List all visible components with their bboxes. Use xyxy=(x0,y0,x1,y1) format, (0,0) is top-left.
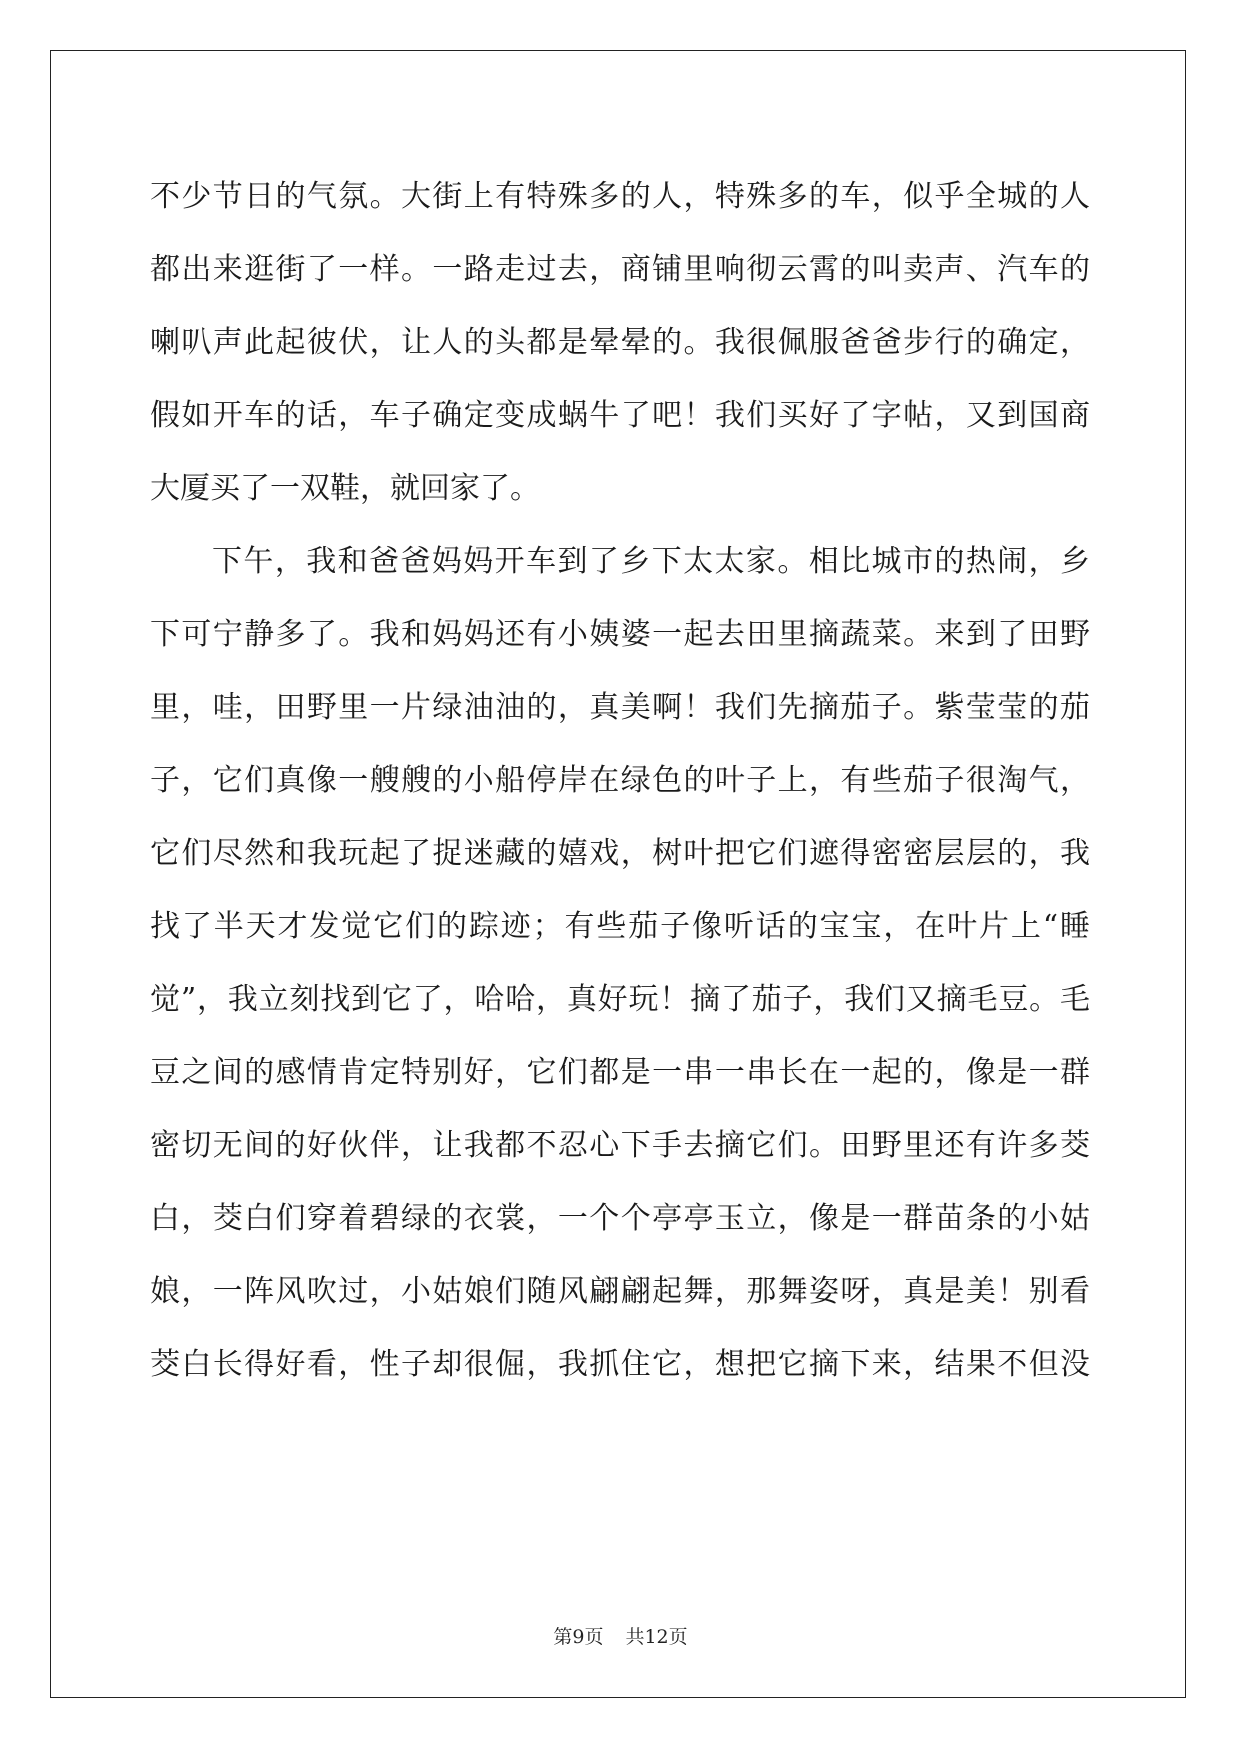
text-line: 不少节日的气氛。大街上有特殊多的人，特殊多的车，似乎全城的人 xyxy=(150,179,1090,214)
text-line: 子，它们真像一艘艘的小船停岸在绿色的叶子上，有些茄子很淘气， xyxy=(150,763,1090,798)
text-line: 茭白长得好看，性子却很倔，我抓住它，想把它摘下来，结果不但没 xyxy=(150,1347,1090,1382)
text-line: 找了半天才发觉它们的踪迹；有些茄子像听话的宝宝，在叶片上“睡 xyxy=(150,909,1090,944)
page-footer xyxy=(0,1622,1241,1649)
text-line: 假如开车的话，车子确定变成蜗牛了吧！我们买好了字帖，又到国商 xyxy=(150,398,1090,433)
text-line: 下可宁静多了。我和妈妈还有小姨婆一起去田里摘蔬菜。来到了田野 xyxy=(150,617,1090,652)
text-line: 里，哇，田野里一片绿油油的，真美啊！我们先摘茄子。紫莹莹的茄 xyxy=(150,690,1090,725)
text-line: 喇叭声此起彼伏，让人的头都是晕晕的。我很佩服爸爸步行的确定， xyxy=(150,325,1090,360)
text-line: 都出来逛街了一样。一路走过去，商铺里响彻云霄的叫卖声、汽车的 xyxy=(150,252,1090,287)
text-line: 下午，我和爸爸妈妈开车到了乡下太太家。相比城市的热闹，乡 xyxy=(212,544,1090,579)
text-line: 豆之间的感情肯定特别好，它们都是一串一串长在一起的，像是一群 xyxy=(150,1055,1090,1090)
text-line: 白，茭白们穿着碧绿的衣裳，一个个亭亭玉立，像是一群苗条的小姑 xyxy=(150,1201,1090,1236)
text-line: 娘，一阵风吹过，小姑娘们随风翩翩起舞，那舞姿呀，真是美！别看 xyxy=(150,1274,1090,1309)
page-number: 第9页 xyxy=(553,1626,604,1648)
text-line: 大厦买了一双鞋，就回家了。 xyxy=(150,471,540,506)
page-total: 共12页 xyxy=(625,1626,688,1648)
body-text xyxy=(150,160,1090,1401)
text-line: 它们尽然和我玩起了捉迷藏的嬉戏，树叶把它们遮得密密层层的，我 xyxy=(150,836,1090,871)
text-line: 觉”，我立刻找到它了，哈哈，真好玩！摘了茄子，我们又摘毛豆。毛 xyxy=(150,982,1090,1017)
text-line: 密切无间的好伙伴，让我都不忍心下手去摘它们。田野里还有许多茭 xyxy=(150,1128,1090,1163)
